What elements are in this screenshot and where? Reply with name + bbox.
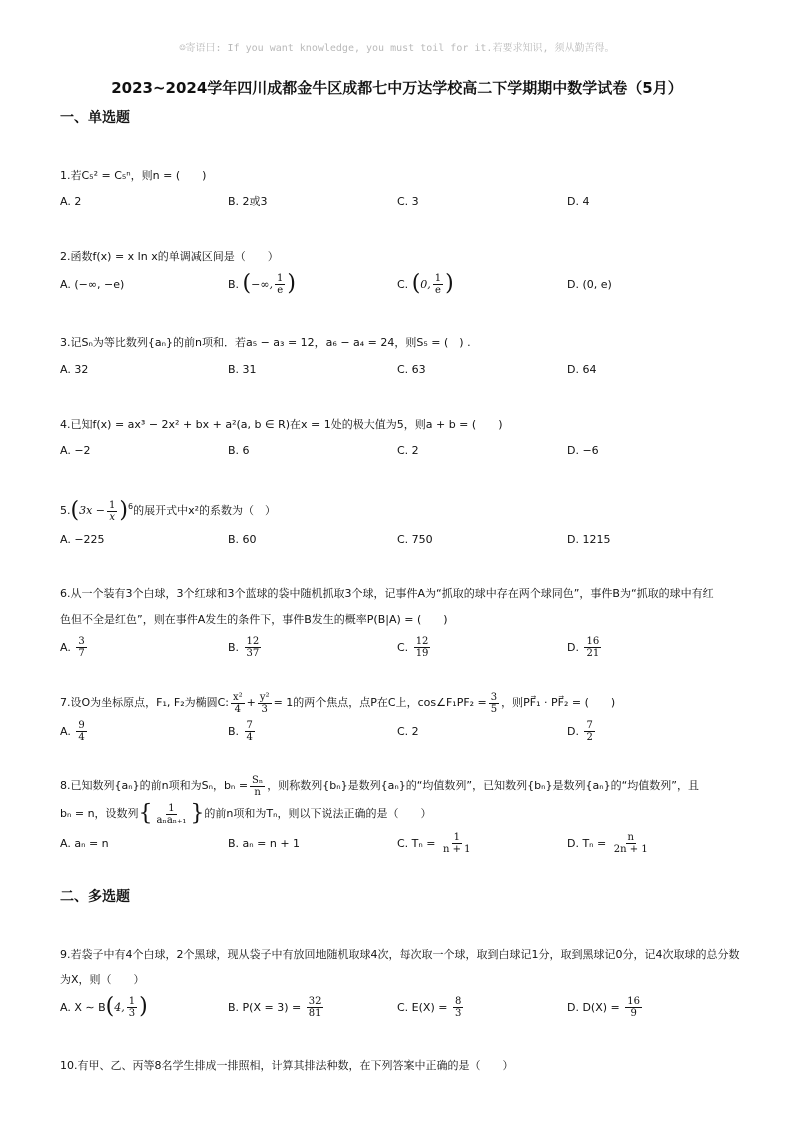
question-10-stem: 10.有甲、乙、丙等8名学生排成一排照相，计算其排法种数，在下列答案中正确的是（ ） (60, 1059, 514, 1072)
q9-option-d[interactable] (567, 993, 644, 1021)
q8-option-a-label: A. aₙ = n (60, 836, 109, 850)
question-1-stem: 1.若C₅² = C₅ⁿ，则n = ( ) (60, 169, 207, 182)
q2-option-c[interactable]: C. ( 0, $\frac{1}{e}$ ) (397, 271, 454, 296)
q6-option-d-prefix: D. (567, 640, 579, 654)
q7-text-mid: = 1的两个焦点，点P在C上，cos∠F₁PF₂ = (273, 696, 487, 709)
q2-option-b-fraction: $\frac{1}{e}$ (277, 272, 284, 296)
question-4-stem: 4.已知f(x) = ax³ − 2x² + bx + a²(a, b ∈ R)在x = 1处的极大值为5，则a + b = ( ) (60, 418, 503, 431)
q3-option-c-label: C. 63 (397, 362, 426, 376)
q3-option-b[interactable] (228, 355, 257, 383)
q9-option-a-prefix: A. X ∼ B (60, 1000, 106, 1014)
q8-line1-post: ，则称数列{bₙ}是数列{aₙ}的“均值数列”，已知数列{bₙ}是数列{aₙ}的“均值数列”，且 (267, 779, 699, 792)
q8-mean-fraction: $\frac{\text{Sₙ}}{n}$ (252, 774, 264, 798)
q4-option-b-label: B. 6 (228, 443, 250, 457)
q1-option-b[interactable] (228, 187, 268, 215)
question-6-stem-line1: 6.从一个装有3个白球，3个红球和3个蓝球的袋中随机抓取3个球，记事件A为“抓取的球中存在两个球同色”，事件B为“抓取的球中有红 (60, 587, 714, 600)
q8-option-b-label: B. aₙ = n + 1 (228, 836, 301, 850)
q2-option-c-fraction: $\frac{1}{e}$ (434, 272, 442, 296)
q8-line2-post: 的前n项和为Tₙ，则以下说法正确的是（ ） (204, 807, 432, 820)
q2-option-c-lower: 0, (420, 277, 431, 291)
question-2-stem: 2.函数f(x) = x ln x的单调减区间是（ ） (60, 250, 279, 263)
q5-option-c[interactable] (397, 525, 433, 553)
q6-option-b-fraction: $\frac{12}{37}$ (246, 635, 260, 659)
q8-option-c[interactable] (397, 829, 475, 857)
q8-option-c-prefix: C. Tₙ = (397, 836, 436, 850)
q1-option-b-label: B. 2或3 (228, 195, 268, 208)
q5-exponent: 6 (127, 502, 134, 511)
q7-ellipse-y: $\frac{\text{y²}}{3}$ (259, 691, 270, 715)
q9-option-d-prefix: D. D(X) = (567, 1000, 620, 1014)
q6-option-d-fraction: $\frac{16}{21}$ (586, 635, 600, 659)
q6-option-c[interactable] (397, 633, 432, 661)
question-8-stem-line2: bₙ = n，设数列 { $\frac{1}{\text{aₙaₙ₊₁}}$ } 的前n项和为Tₙ，则以下说法正确的是（ ） (60, 801, 432, 826)
question-8-stem-line1 (60, 772, 740, 800)
q9-option-c[interactable] (397, 993, 465, 1021)
q7-plus: + (246, 696, 256, 709)
q1-option-d[interactable] (567, 187, 589, 215)
q4-option-d-label: D. −6 (567, 443, 599, 457)
q6-option-a[interactable] (60, 633, 89, 661)
q9-option-c-fraction: $\frac{8}{3}$ (454, 995, 462, 1019)
q5-option-b[interactable] (228, 525, 257, 553)
q6-option-c-prefix: C. (397, 640, 409, 654)
q1-option-c-label: C. 3 (397, 194, 419, 208)
q2-option-c-prefix: C. (397, 277, 409, 291)
q5-term: 3x − (79, 504, 106, 517)
q8-option-d[interactable] (567, 829, 652, 857)
q5-option-d[interactable] (567, 525, 610, 553)
q5-text: 的展开式中x²的系数为（ ） (133, 504, 276, 517)
q8-line1-pre: 8.已知数列{aₙ}的前n项和为Sₙ，bₙ = (60, 779, 249, 792)
q6-option-a-fraction: $\frac{3}{7}$ (78, 635, 85, 659)
q7-option-c[interactable] (397, 717, 419, 745)
q5-option-a-label: A. −225 (60, 532, 105, 546)
q1-option-d-label: D. 4 (567, 194, 590, 208)
q7-text-pre: 7.设O为坐标原点，F₁, F₂为椭圆C: (60, 696, 230, 709)
q1-option-a-label: A. 2 (60, 194, 82, 208)
q5-option-a[interactable] (60, 525, 105, 553)
q1-option-c[interactable] (397, 187, 419, 215)
q1-option-a[interactable] (60, 187, 81, 215)
q4-option-d[interactable] (567, 436, 599, 464)
q7-option-b-fraction: $\frac{7}{4}$ (246, 719, 253, 743)
exam-title: 2023~2024学年四川成都金牛区成都七中万达学校高二下学期期中数学试卷（5月） (111, 79, 683, 97)
q5-option-d-label: D. 1215 (567, 532, 611, 546)
q4-option-a[interactable] (60, 436, 91, 464)
q4-option-c-label: C. 2 (397, 443, 419, 457)
q2-option-a-label: A. (−∞, −e) (60, 277, 125, 291)
q7-option-b[interactable] (228, 717, 257, 745)
q3-option-d[interactable] (567, 355, 596, 383)
q7-option-a[interactable] (60, 717, 89, 745)
q7-option-b-prefix: B. (228, 724, 240, 738)
q2-option-b[interactable]: B. ( −∞, $\frac{1}{e}$ ) (228, 271, 296, 296)
section-multiple-choice: 二、多选题 (60, 889, 130, 905)
q8-seq-fraction: $\frac{1}{\text{aₙaₙ₊₁}}$ (156, 802, 187, 826)
q9-option-b-prefix: B. P(X = 3) = (228, 1000, 302, 1014)
q8-line2-pre: bₙ = n，设数列 (60, 807, 139, 820)
q5-option-c-label: C. 750 (397, 532, 433, 546)
section-single-choice: 一、单选题 (60, 110, 130, 126)
q9-option-c-prefix: C. E(X) = (397, 1000, 448, 1014)
q3-option-b-label: B. 31 (228, 362, 257, 376)
q2-option-d[interactable] (567, 270, 612, 298)
question-9-stem-line1: 9.若袋子中有4个白球，2个黑球，现从袋子中有放回地随机取球4次，每次取一个球，取到白球记1分，取到黑球记0分，记4次取球的总分数 (60, 948, 740, 961)
q8-option-b[interactable] (228, 829, 300, 857)
q9-option-a[interactable]: A. X ∼ B ( 4, $\frac{1}{3}$ ) (60, 994, 148, 1019)
question-9-stem-line2: 为X，则（ ） (60, 973, 145, 986)
q9-option-a-fraction: $\frac{1}{3}$ (128, 995, 136, 1019)
q3-option-d-label: D. 64 (567, 362, 597, 376)
motto-header: ☺寄语曰: If you want knowledge, you must toil for it.若要求知识, 须从勤苦得。 (179, 43, 615, 54)
q2-option-b-lower: −∞, (251, 277, 274, 291)
q4-option-b[interactable] (228, 436, 250, 464)
q7-ellipse-x: $\frac{\text{x²}}{4}$ (233, 691, 243, 715)
q3-option-a-label: A. 32 (60, 362, 89, 376)
q9-option-a-param: 4, (114, 1000, 125, 1014)
q7-option-c-label: C. 2 (397, 724, 419, 738)
q6-option-b-prefix: B. (228, 640, 240, 654)
q7-option-a-fraction: $\frac{9}{4}$ (78, 719, 85, 743)
q8-option-d-prefix: D. Tₙ = (567, 836, 607, 850)
q7-option-d-prefix: D. (567, 724, 579, 738)
q5-number: 5. (60, 504, 71, 517)
q7-text-post: ，则PF⃗₁ · PF⃗₂ = ( ) (501, 696, 616, 709)
q4-option-c[interactable] (397, 436, 419, 464)
q4-option-a-label: A. −2 (60, 443, 91, 457)
question-3-stem: 3.记Sₙ为等比数列{aₙ}的前n项和．若a₅ − a₃ = 12，a₆ − a₄ = 24，则S₅ = ( ) . (60, 336, 471, 349)
q5-option-b-label: B. 60 (228, 532, 257, 546)
q3-option-a[interactable] (60, 355, 88, 383)
question-7-stem (60, 689, 615, 717)
q6-option-c-fraction: $\frac{12}{19}$ (415, 635, 429, 659)
q7-cos-value: $\frac{3}{5}$ (490, 691, 498, 715)
q8-option-a[interactable] (60, 829, 109, 857)
q2-option-a[interactable] (60, 270, 124, 298)
q8-option-d-fraction: $\frac{n}{2n + 1}$ (613, 831, 648, 855)
q7-option-a-prefix: A. (60, 724, 71, 738)
q6-option-d[interactable] (567, 633, 603, 661)
q3-option-c[interactable] (397, 355, 426, 383)
q2-option-b-prefix: B. (228, 277, 240, 291)
q2-option-d-label: D. (0, e) (567, 277, 612, 291)
q5-fraction: $\frac{1}{x}$ (109, 499, 116, 523)
question-6-stem-line2: 色但不全是红色”，则在事件A发生的条件下，事件B发生的概率P(B|A) = ( ) (60, 613, 448, 626)
q7-option-d-fraction: $\frac{7}{2}$ (586, 719, 593, 743)
q6-option-a-prefix: A. (60, 640, 71, 654)
q6-option-b[interactable] (228, 633, 263, 661)
q8-option-c-fraction: $\frac{1}{n + 1}$ (443, 831, 471, 855)
q9-option-b-fraction: $\frac{32}{81}$ (308, 995, 322, 1019)
q9-option-b[interactable] (228, 993, 325, 1021)
question-5-stem: 5. ( 3x − $\frac{1}{x}$ ) $^6$ 的展开式中x²的系数为（ ） (60, 498, 276, 523)
q7-option-d[interactable] (567, 717, 597, 745)
q9-option-d-fraction: $\frac{16}{9}$ (627, 995, 640, 1019)
